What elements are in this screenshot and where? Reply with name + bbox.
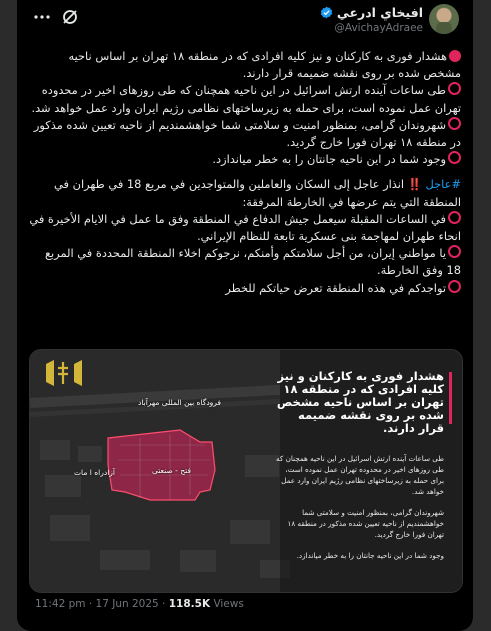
tweet-media-image[interactable] <box>29 349 463 593</box>
arabic-paragraph-4: تواجدكم في هذه المنطقة تعرض حياتكم للخطر <box>29 280 461 297</box>
media-title: هشدار فوری به کارکنان و نیز کلیه افرادی که در منطقه ۱۸ تهران بر اساس ناحیه مشخص شده بر روی نقشه ضمیمه قرار دارند. <box>276 369 444 435</box>
tweet-text <box>29 48 461 297</box>
views-label: Views <box>213 598 244 610</box>
avatar[interactable] <box>429 4 459 34</box>
tweet-date[interactable]: 17 Jun 2025 <box>95 598 159 610</box>
arabic-paragraph-2: في الساعات المقبلة سيعمل جيش الدفاع في المنطقة وفق ما عمل في الايام الأخيرة في انحاء طهران لمهاجمة بنى عسكرية تابعة للنظام الإيراني. <box>29 211 461 244</box>
author-handle[interactable]: @AvichayAdraee <box>334 22 423 34</box>
hollow-red-circle-icon <box>448 151 461 164</box>
grok-icon[interactable] <box>61 8 79 26</box>
arabic-paragraph-3: يا مواطني إيران، من أجل سلامتكم وأمنكم، نرجوكم اخلاء المنطقة المحددة في المربع 18 وفق الخارطة. <box>44 246 461 278</box>
media-body-1: طی ساعات آینده ارتش اسرائیل در این ناحیه همچنان که طی روزهای اخیر در محدوده تهران عمل نموده است، برای حمله به زیرساختهای نظامی رژیم ایران وارد عمل خواهد شد. <box>276 454 444 496</box>
double-exclamation-icon: ‼️ <box>407 177 422 192</box>
idf-logo-icon <box>40 358 86 388</box>
hashtag-link[interactable]: #عاجل <box>425 177 461 192</box>
tweet-time[interactable]: 11:42 pm <box>35 598 86 610</box>
warning-accent-bar <box>449 372 452 424</box>
red-circle-icon <box>449 50 461 62</box>
highway-label: آزادراه ا مات <box>74 468 115 477</box>
media-body-2: شهروندان گرامی، بمنظور امنیت و سلامتی شما خواهشمندیم از ناحیه تعیین شده مذکور در منطقه ۱۸ تهران فورا خارج گردید. <box>287 508 444 539</box>
separator-dot: · <box>88 598 93 610</box>
persian-paragraph-4: وجود شما در این ناحیه جانتان را به خطر میاندازد. <box>29 151 461 168</box>
media-body-3: وجود شما در این ناحیه جانتان را به خطر میاندازد. <box>296 551 444 560</box>
tweet-card <box>17 0 473 631</box>
zone-label: فتح - صنعتی <box>152 466 191 475</box>
tweet-metadata <box>35 598 244 610</box>
tweet-header <box>17 0 473 44</box>
hollow-red-circle-icon <box>448 280 461 293</box>
verified-badge-icon <box>320 6 333 19</box>
views-count: 118.5K <box>168 598 211 610</box>
arabic-paragraph-1: #عاجل ‼️ انذار عاجل إلى السكان والعاملين والمتواجدين في مربع 18 في طهران في المنطقة التي يتم عرضها في الخارطة المرفقة: <box>54 177 461 209</box>
separator-dot: · <box>162 598 166 610</box>
persian-paragraph-2: طی ساعات آینده ارتش اسرائیل در این ناحیه همچنان که طی روزهای اخیر در محدوده تهران عمل نموده است، برای حمله به زیرساختهای نظامی رژیم ایران وارد عمل خواهد شد. <box>31 83 461 115</box>
persian-paragraph-3: شهروندان گرامی، بمنظور امنیت و سلامتی شما خواهشمندیم از ناحیه تعیین شده مذکور در منطقه ۱۸ تهران فورا خارج گردید. <box>33 117 461 150</box>
author-name-row <box>320 5 423 20</box>
media-warning-text <box>276 370 444 571</box>
hollow-red-circle-icon <box>448 211 461 224</box>
hollow-red-circle-icon <box>448 117 461 130</box>
airport-label: فرودگاه بین المللی مهرآباد <box>138 398 222 407</box>
persian-paragraph-1: هشدار فوری به کارکنان و نیز کلیه افرادی که در منطقه ۱۸ تهران بر اساس ناحیه مشخص شده بر روی نقشه ضمیمه قرار دارند. <box>68 49 461 81</box>
display-name[interactable]: افيخاي ادرعي <box>336 5 423 20</box>
more-options-icon[interactable] <box>33 8 51 26</box>
hollow-red-circle-icon <box>448 82 461 95</box>
hollow-red-circle-icon <box>448 245 461 258</box>
